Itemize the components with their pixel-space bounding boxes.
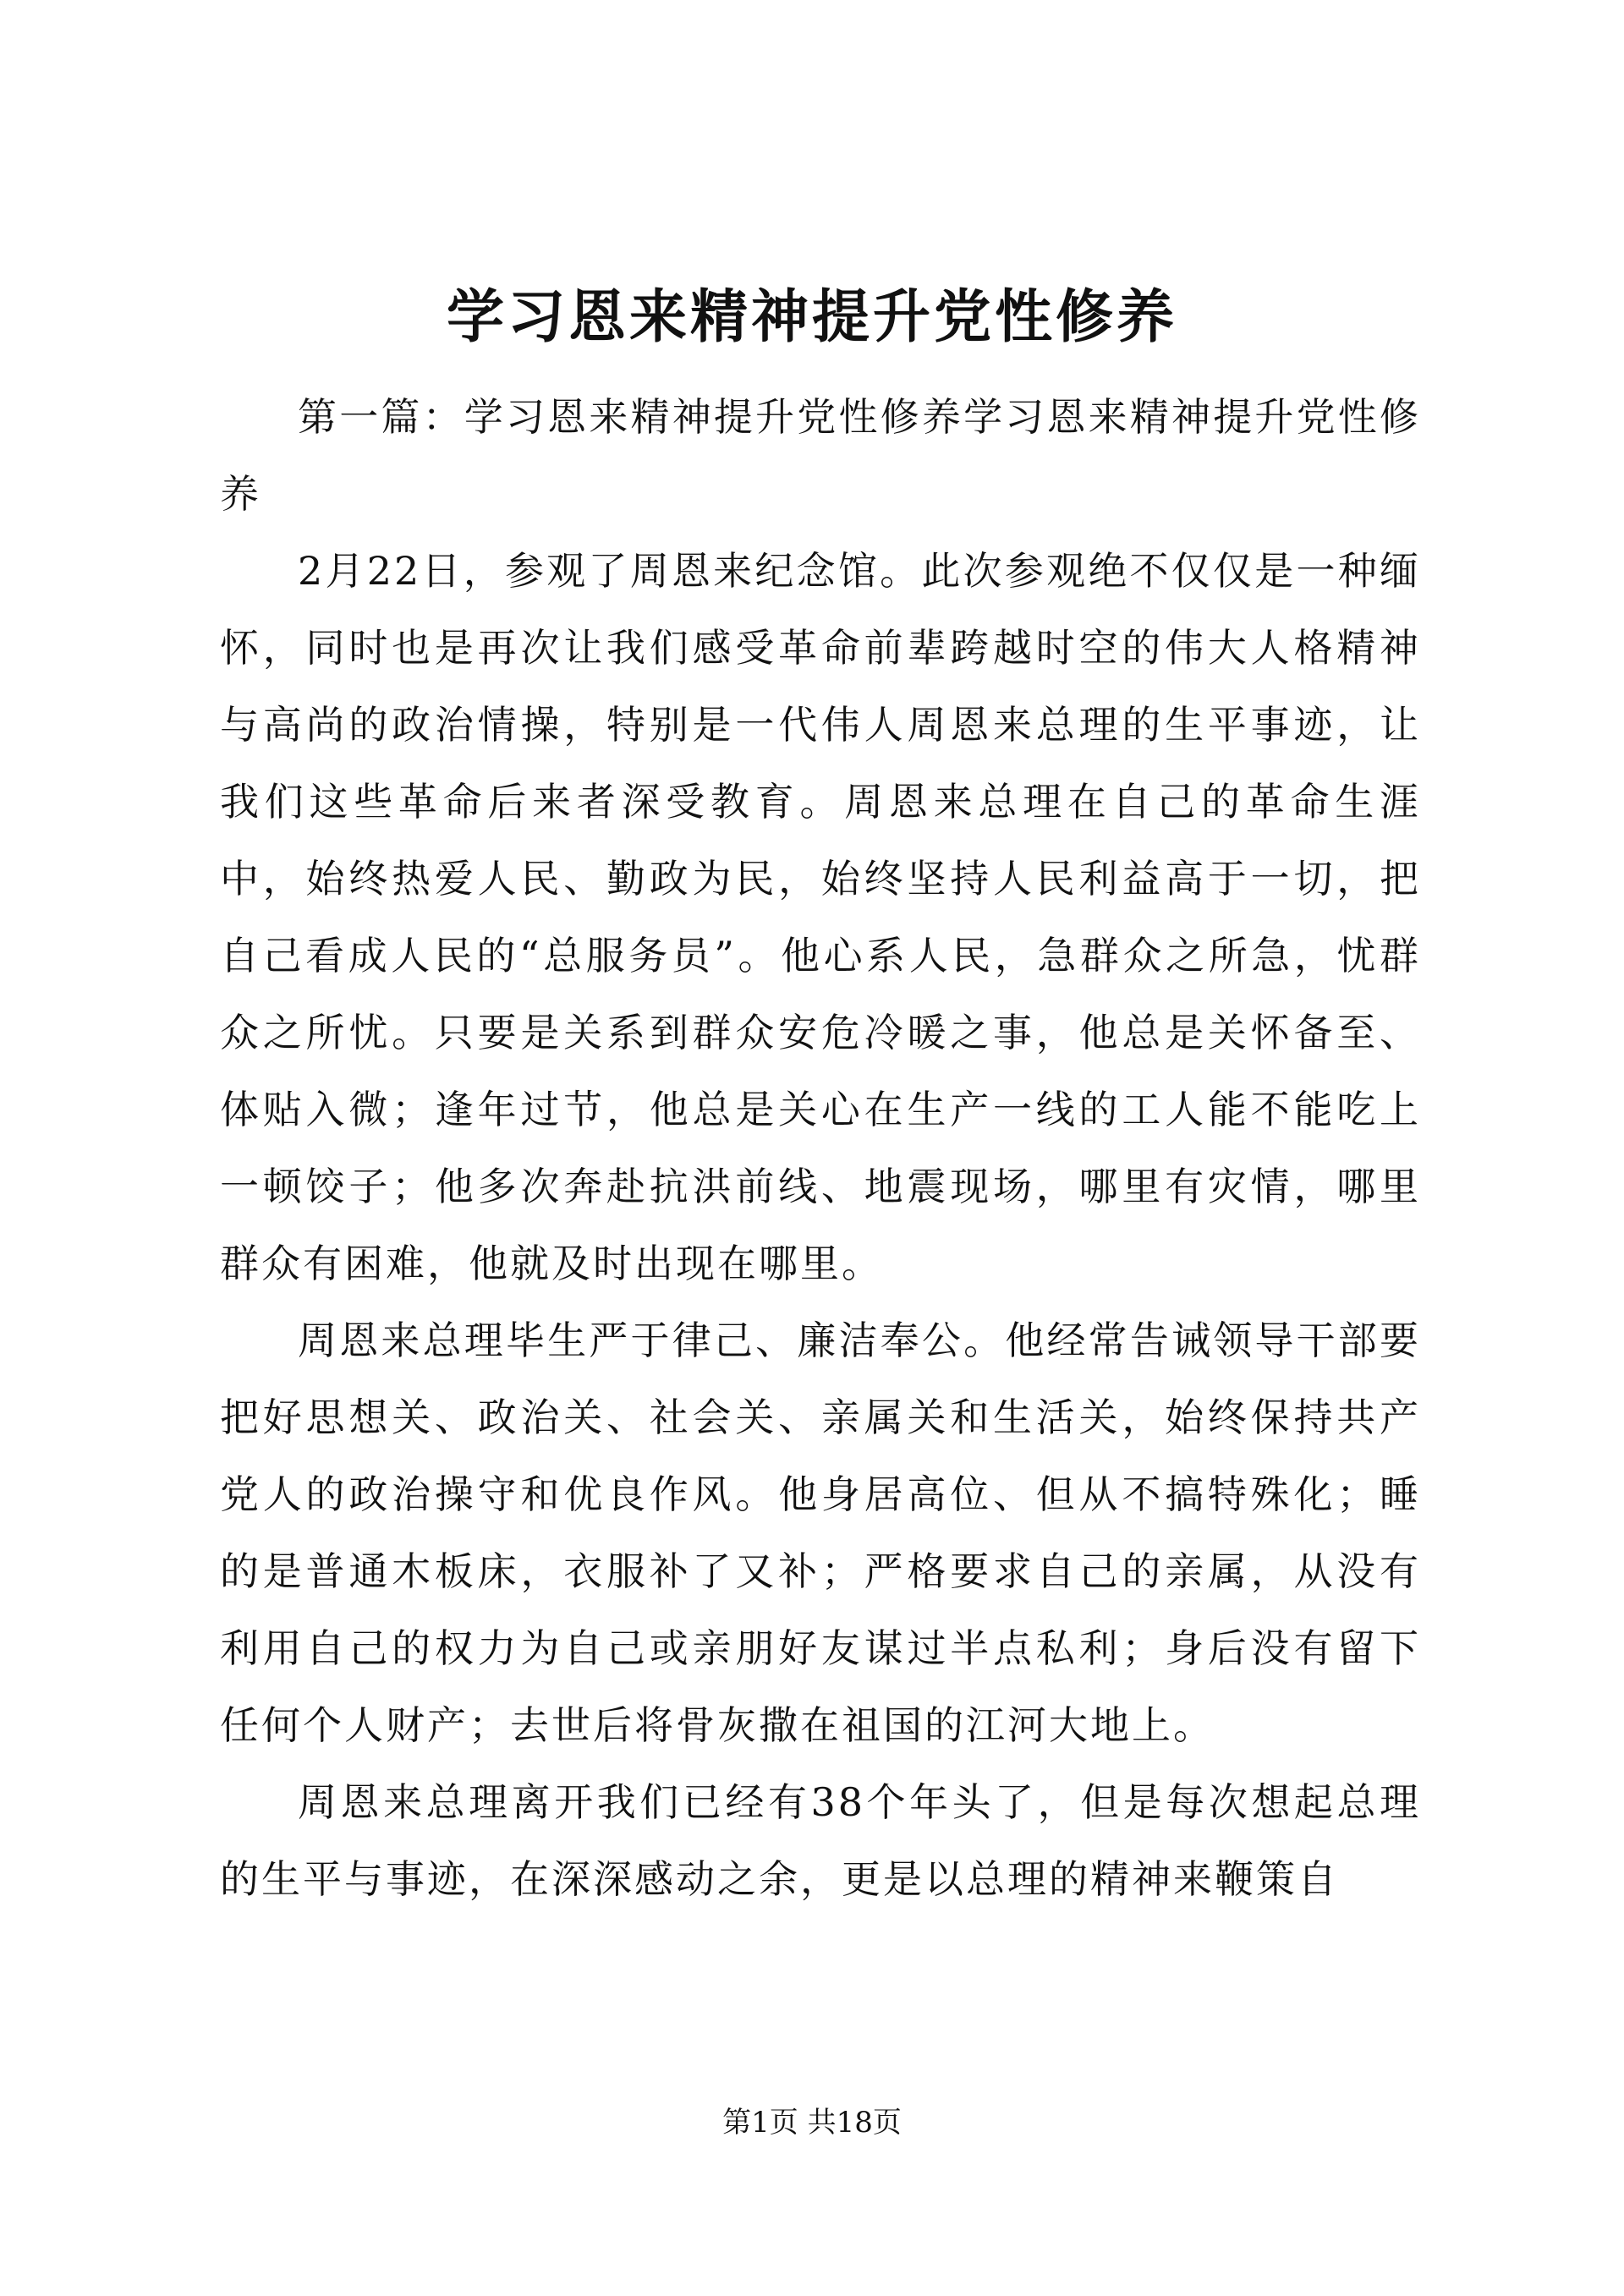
document-title: 学习恩来精神提升党性修养	[446, 283, 1177, 351]
page-number-footer: 第1页 共18页	[722, 2106, 902, 2140]
paragraph: 2月22日，参观了周恩来纪念馆。此次参观绝不仅仅是一种缅怀，同时也是再次让我们感受革命前辈跨越时空的伟大人格精神与高尚的政治情操，特别是一代伟人周恩来总理的生平事迹，让我们这些革命后来者深受教育。周恩来总理在自己的革命生涯中，始终热爱人民、勤政为民，始终坚持人民利益高于一切，把自己看成人民的“总服务员”。他心系人民，急群众之所急，忧群众之所忧。只要是关系到群众安危冷暖之事，他总是关怀备至、体贴入微；逢年过节，他总是关心在生产一线的工人能不能吃上一顿饺子；他多次奔赴抗洪前线、地震现场，哪里有灾情，哪里群众有困难，他就及时出现在哪里。	[220, 548, 1421, 1286]
paragraph: 周恩来总理毕生严于律己、廉洁奉公。他经常告诫领导干部要把好思想关、政治关、社会关、亲属关和生活关，始终保持共产党人的政治操守和优良作风。他身居高位、但从不搞特殊化；睡的是普通木板床，衣服补了又补；严格要求自己的亲属，从没有利用自己的权力为自己或亲朋好友谋过半点私利；身后没有留下任何个人财产；去世后将骨灰撒在祖国的江河大地上。	[220, 1318, 1421, 1748]
paragraph-heading: 第一篇：学习恩来精神提升党性修养学习恩来精神提升党性修养	[220, 394, 1421, 517]
document-body	[220, 379, 1421, 1918]
paragraph: 周恩来总理离开我们已经有38个年头了，但是每次想起总理的生平与事迹，在深深感动之余，更是以总理的精神来鞭策自	[220, 1779, 1421, 1902]
